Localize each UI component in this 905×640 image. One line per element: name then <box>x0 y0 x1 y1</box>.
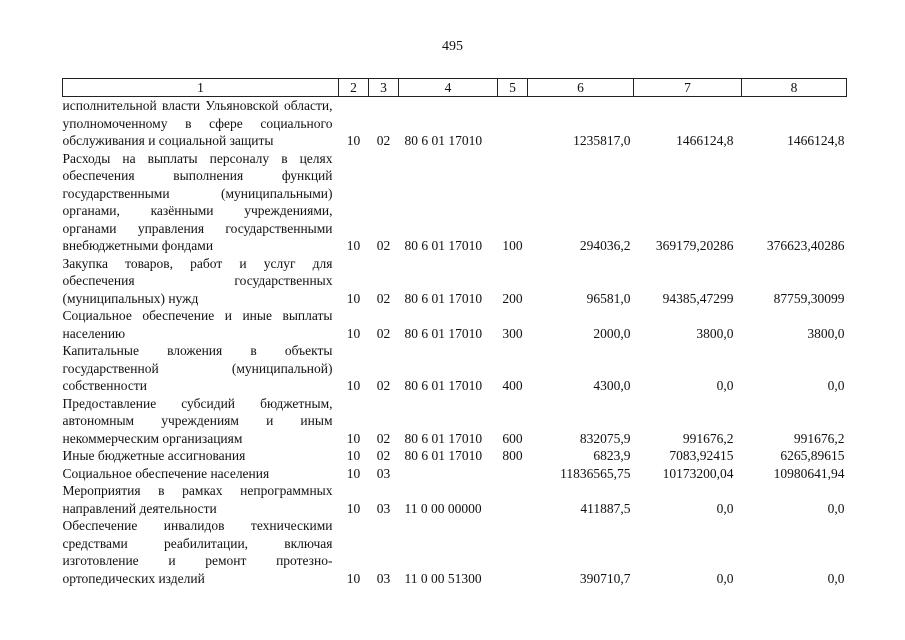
amount-col-8: 991676,2 <box>793 430 845 446</box>
amount-col-8: 376623,40286 <box>766 238 845 253</box>
section-code: 10 <box>346 290 361 306</box>
table-row <box>63 150 847 255</box>
table-row <box>63 307 847 342</box>
amount-col-7: 3800,0 <box>696 325 734 341</box>
row-name: Расходы на выплаты персоналу в целях обеспечения выполнения функций государственными (муниципальными) органами, казёнными учреждениями, органами управления государственными внебюджетными фондами <box>62 150 333 253</box>
amount-col-7: 10173200,04 <box>662 465 734 481</box>
column-header: 2 <box>339 79 369 97</box>
target-article-code: 11 0 00 51300 <box>404 570 482 586</box>
column-header: 5 <box>498 79 528 97</box>
amount-col-6: 96581,0 <box>586 290 631 306</box>
expense-type-code: 200 <box>502 290 523 306</box>
column-header: 4 <box>399 79 498 97</box>
amount-col-8: 0,0 <box>827 378 845 393</box>
amount-col-8: 0,0 <box>827 500 845 516</box>
amount-col-6: 390710,7 <box>579 570 631 586</box>
subsection-code: 02 <box>376 430 391 446</box>
section-code: 10 <box>346 448 361 463</box>
amount-col-6: 1235817,0 <box>573 133 631 148</box>
section-code: 10 <box>346 378 361 393</box>
target-article-code: 80 6 01 17010 <box>404 238 483 253</box>
column-header: 1 <box>63 79 339 97</box>
target-article-code: 80 6 01 17010 <box>404 378 483 393</box>
amount-col-8: 0,0 <box>827 570 845 586</box>
section-code: 10 <box>346 238 361 253</box>
amount-col-8: 3800,0 <box>807 325 845 341</box>
target-article-code: 80 6 01 17010 <box>404 325 483 341</box>
section-code: 10 <box>346 570 361 586</box>
amount-col-6: 832075,9 <box>579 430 631 446</box>
expense-type-code: 600 <box>502 430 523 446</box>
section-code: 10 <box>346 430 361 446</box>
table-row <box>63 465 847 483</box>
subsection-code: 02 <box>376 325 391 341</box>
row-name: Социальное обеспечение и иные выплаты населению <box>62 308 333 341</box>
table-row <box>63 517 847 587</box>
target-article-code: 80 6 01 17010 <box>404 430 483 446</box>
expense-type-code <box>498 465 528 483</box>
amount-col-6: 411887,5 <box>580 500 631 516</box>
expense-type-code <box>498 517 528 587</box>
column-header: 7 <box>634 79 742 97</box>
amount-col-7: 0,0 <box>716 500 734 516</box>
target-article-code: 80 6 01 17010 <box>404 133 483 148</box>
section-code: 10 <box>346 465 361 481</box>
amount-col-8: 6265,89615 <box>780 448 845 463</box>
subsection-code: 02 <box>376 448 391 463</box>
table-row <box>63 395 847 448</box>
amount-col-8: 10980641,94 <box>773 465 845 481</box>
amount-col-8: 1466124,8 <box>787 133 845 148</box>
amount-col-6: 2000,0 <box>593 325 631 341</box>
expense-type-code <box>498 97 528 150</box>
column-header: 8 <box>742 79 847 97</box>
column-header: 6 <box>528 79 634 97</box>
amount-col-7: 369179,20286 <box>655 238 734 253</box>
row-name: Капитальные вложения в объекты государственной (муниципальной) собственности <box>62 343 333 393</box>
row-name: Мероприятия в рамках непрограммных направлений деятельности <box>62 483 333 516</box>
header-row <box>63 79 847 97</box>
expense-type-code: 400 <box>502 378 523 393</box>
amount-col-6: 294036,2 <box>579 238 631 253</box>
target-article-code <box>399 465 498 483</box>
row-name: Иные бюджетные ассигнования <box>62 448 246 463</box>
subsection-code: 02 <box>376 238 391 253</box>
row-name: Обеспечение инвалидов техническими средствами реабилитации, включая изготовление и ремонт протезно-ортопедических изделий <box>62 518 333 586</box>
amount-col-6: 6823,9 <box>593 448 631 463</box>
row-name: Закупка товаров, работ и услуг для обеспечения государственных (муниципальных) нужд <box>62 255 333 306</box>
section-code: 10 <box>346 325 361 341</box>
amount-col-7: 7083,92415 <box>669 448 734 463</box>
page-number: 495 <box>442 39 463 54</box>
column-header: 3 <box>369 79 399 97</box>
amount-col-7: 0,0 <box>716 378 734 393</box>
table-row <box>63 482 847 517</box>
amount-col-6: 11836565,75 <box>560 465 631 481</box>
amount-col-7: 0,0 <box>716 570 734 586</box>
section-code: 10 <box>346 133 361 148</box>
subsection-code: 02 <box>376 378 391 393</box>
table-row <box>63 255 847 308</box>
amount-col-7: 94385,47299 <box>662 290 734 306</box>
amount-col-7: 991676,2 <box>682 430 734 446</box>
target-article-code: 11 0 00 00000 <box>404 500 482 516</box>
amount-col-8: 87759,30099 <box>773 290 845 306</box>
subsection-code: 03 <box>376 500 391 516</box>
table-row <box>63 342 847 395</box>
expense-type-code <box>498 482 528 517</box>
row-name: Социальное обеспечение населения <box>62 465 270 481</box>
budget-table <box>62 78 847 587</box>
expense-type-code: 100 <box>502 238 523 253</box>
subsection-code: 03 <box>376 570 391 586</box>
section-code: 10 <box>346 500 361 516</box>
subsection-code: 03 <box>376 465 391 481</box>
table-row <box>63 97 847 150</box>
row-name: Предоставление субсидий бюджетным, автономным учреждениям и иным некоммерческим организациям <box>62 395 333 446</box>
amount-col-7: 1466124,8 <box>676 133 734 148</box>
amount-col-6: 4300,0 <box>593 378 631 393</box>
subsection-code: 02 <box>376 133 391 148</box>
subsection-code: 02 <box>376 290 391 306</box>
table-row <box>63 447 847 465</box>
target-article-code: 80 6 01 17010 <box>404 448 483 463</box>
target-article-code: 80 6 01 17010 <box>404 290 483 306</box>
row-name: исполнительной власти Ульяновской области, уполномоченному в сфере социального обслуживания и социальной защиты <box>62 98 333 148</box>
expense-type-code: 300 <box>502 325 523 341</box>
expense-type-code: 800 <box>502 448 523 463</box>
